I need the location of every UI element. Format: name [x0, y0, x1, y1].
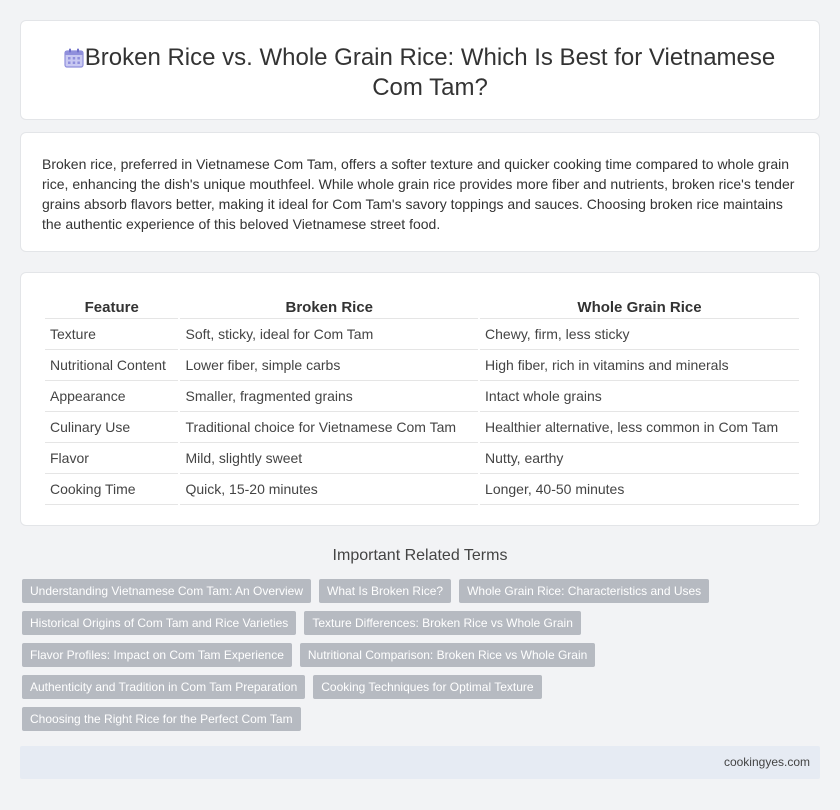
- related-term-link[interactable]: Flavor Profiles: Impact on Com Tam Experience: [22, 643, 292, 667]
- header-card: [20, 20, 820, 120]
- table-cell: Texture: [45, 319, 178, 350]
- table-cell: Longer, 40-50 minutes: [480, 474, 799, 505]
- table-cell: Nutty, earthy: [480, 443, 799, 474]
- table-cell: Traditional choice for Vietnamese Com Tam: [180, 412, 478, 443]
- table-row: [45, 319, 799, 350]
- related-terms-list: [22, 579, 742, 731]
- header-feature: Feature: [45, 293, 178, 319]
- table-cell: Flavor: [45, 443, 178, 474]
- table-cell: Healthier alternative, less common in Com Tam: [480, 412, 799, 443]
- table-row: [45, 350, 799, 381]
- table-cell: Quick, 15-20 minutes: [180, 474, 478, 505]
- table-row: [45, 474, 799, 505]
- related-term-link[interactable]: Texture Differences: Broken Rice vs Whole Grain: [304, 611, 581, 635]
- table-cell: Mild, slightly sweet: [180, 443, 478, 474]
- table-cell: Smaller, fragmented grains: [180, 381, 478, 412]
- comparison-table: [43, 293, 801, 505]
- related-term-link[interactable]: Historical Origins of Com Tam and Rice Varieties: [22, 611, 296, 635]
- table-cell: Soft, sticky, ideal for Com Tam: [180, 319, 478, 350]
- intro-card: [20, 132, 820, 252]
- related-term-link[interactable]: Choosing the Right Rice for the Perfect Com Tam: [22, 707, 301, 731]
- table-row: [45, 412, 799, 443]
- intro-paragraph: Broken rice, preferred in Vietnamese Com Tam, offers a softer texture and quicker cooking time compared to whole grain rice, enhancing the dish's unique mouthfeel. While whole grain rice provides more fiber and nutrients, broken rice's tender grains absorb flavors better, making it ideal for Com Tam's savory toppings and sauces. Choosing broken rice maintains the authentic experience of this beloved Vietnamese street food.: [42, 156, 795, 232]
- table-cell: Appearance: [45, 381, 178, 412]
- footer: [20, 746, 820, 779]
- table-cell: Cooking Time: [45, 474, 178, 505]
- table-cell: Nutritional Content: [45, 350, 178, 381]
- table-cell: Intact whole grains: [480, 381, 799, 412]
- table-cell: Culinary Use: [45, 412, 178, 443]
- table-cell: Chewy, firm, less sticky: [480, 319, 799, 350]
- related-term-link[interactable]: Authenticity and Tradition in Com Tam Preparation: [22, 675, 305, 699]
- related-terms-heading: Important Related Terms: [332, 547, 508, 564]
- header-broken-rice: Broken Rice: [180, 293, 478, 319]
- related-term-link[interactable]: Understanding Vietnamese Com Tam: An Overview: [22, 579, 311, 603]
- table-cell: Lower fiber, simple carbs: [180, 350, 478, 381]
- table-header-row: [45, 293, 799, 319]
- related-term-link[interactable]: Whole Grain Rice: Characteristics and Uses: [459, 579, 709, 603]
- table-cell: High fiber, rich in vitamins and minerals: [480, 350, 799, 381]
- table-row: [45, 443, 799, 474]
- related-term-link[interactable]: Nutritional Comparison: Broken Rice vs Whole Grain: [300, 643, 595, 667]
- table-row: [45, 381, 799, 412]
- related-term-link[interactable]: What Is Broken Rice?: [319, 579, 451, 603]
- comparison-table-card: [20, 272, 820, 526]
- header-whole-grain-rice: Whole Grain Rice: [480, 293, 799, 319]
- footer-site-name: cookingyes.com: [723, 755, 810, 769]
- related-term-link[interactable]: Cooking Techniques for Optimal Texture: [313, 675, 541, 699]
- page-title: Broken Rice vs. Whole Grain Rice: Which Is Best for Vietnamese Com Tam?: [84, 44, 776, 101]
